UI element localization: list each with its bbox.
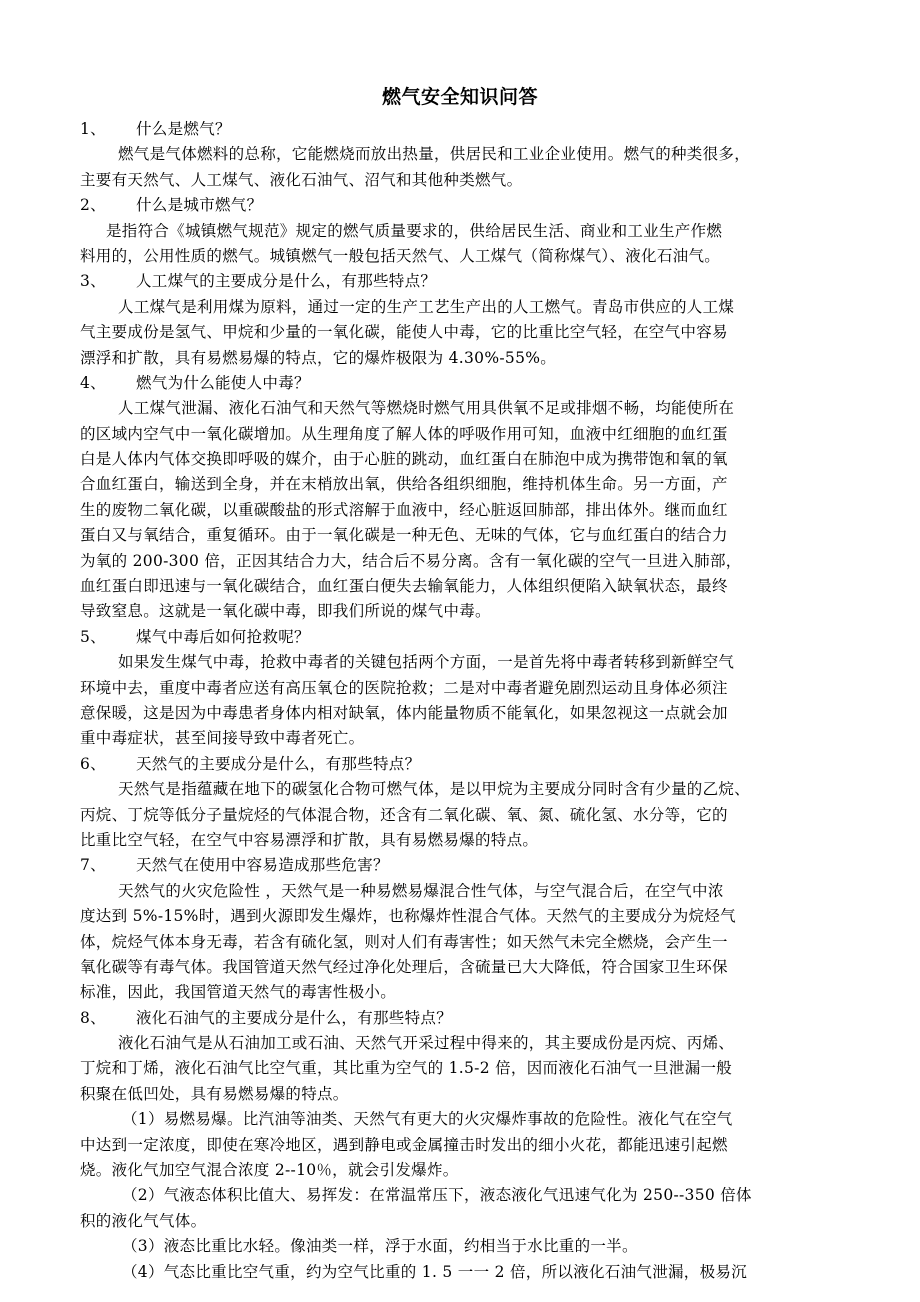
list-item-line: （3）液态比重比水轻。像油类一样，浮于水面，约相当于水比重的一半。 — [122, 1237, 638, 1256]
question-number: 4、 — [80, 373, 106, 392]
question-heading — [80, 371, 850, 396]
paragraph-line: 氧化碳等有毒气体。我国管道天然气经过净化处理后，含硫量已大大降低，符合国家卫生环保 — [80, 957, 728, 976]
paragraph-line: 主要有天然气、人工煤气、液化石油气、沼气和其他种类燃气。 — [80, 170, 523, 189]
paragraph-line: 生的废物二氧化碳，以重碳酸盐的形式溶解于血液中，经心脏返回肺部，排出体外。继而血红 — [80, 500, 728, 519]
paragraph-line: 气主要成份是氢气、甲烷和少量的一氧化碳，能使人中毒，它的比重比空气轻，在空气中容易 — [80, 323, 728, 342]
question-heading — [80, 193, 850, 218]
paragraph-line: 体，烷烃气体本身无毒，若含有硫化氢，则对人们有毒害性；如天然气未完全燃烧，会产生一 — [80, 932, 728, 951]
question-text: 天然气在使用中容易造成那些危害？ — [136, 856, 389, 875]
question-text: 燃气为什么能使人中毒？ — [136, 373, 310, 392]
paragraph-line: 料用的，公用性质的燃气。城镇燃气一般包括天然气、人工煤气（简称煤气）、液化石油气。 — [80, 246, 721, 265]
question-text: 人工煤气的主要成分是什么，有那些特点？ — [136, 272, 437, 291]
question-heading — [80, 625, 850, 650]
question-number: 1、 — [80, 120, 106, 138]
question-number: 8、 — [80, 1008, 106, 1027]
paragraph-line: 烧。液化气加空气混合浓度 2--10％，就会引发爆炸。 — [80, 1161, 459, 1180]
question-heading — [80, 1006, 850, 1031]
paragraph-line: 积聚在低凹处，具有易燃易爆的特点。 — [80, 1084, 349, 1103]
question-text: 什么是城市燃气？ — [136, 196, 263, 215]
paragraph-line: 丙烷、丁烷等低分子量烷烃的气体混合物，还含有二氧化碳、氧、氮、硫化氢、水分等，它的 — [80, 805, 728, 824]
list-item-line: （1）易燃易爆。比汽油等油类、天然气有更大的火灾爆炸事故的危险性。液化气在空气 — [122, 1110, 733, 1129]
paragraph-line: 天然气的火灾危险性 ，天然气是一种易燃易爆混合性气体，与空气混合后，在空气中浓 — [118, 881, 724, 900]
question-heading — [80, 752, 850, 777]
paragraph-line: 液化石油气是从石油加工或石油、天然气开采过程中得来的，其主要成份是丙烷、丙烯、 — [118, 1034, 735, 1053]
question-number: 5、 — [80, 627, 106, 646]
question-heading — [80, 853, 850, 878]
question-number: 3、 — [80, 272, 106, 291]
paragraph-line: 燃气是气体燃料的总称，它能燃烧而放出热量，供居民和工业企业使用。燃气的种类很多， — [118, 145, 751, 164]
question-text: 煤气中毒后如何抢救呢？ — [136, 627, 310, 646]
document-body — [80, 117, 850, 1285]
paragraph-line: 重中毒症状，甚至间接导致中毒者死亡。 — [80, 729, 365, 748]
paragraph-line: 为氧的 200-300 倍，正因其结合力大，结合后不易分离。含有一氧化碳的空气一旦进入肺部， — [80, 551, 742, 570]
question-number: 6、 — [80, 754, 106, 773]
list-item-line: （2）气液态体积比值大、易挥发：在常温常压下，液态液化气迅速气化为 250--350 倍体 — [122, 1186, 752, 1205]
paragraph-line: 丁烷和丁烯，液化石油气比空气重，其比重为空气的 1.5-2 倍，因而液化石油气一旦泄漏一般 — [80, 1059, 733, 1078]
question-text: 液化石油气的主要成分是什么，有那些特点？ — [136, 1008, 453, 1027]
paragraph-line: 导致窒息。这就是一氧化碳中毒，即我们所说的煤气中毒。 — [80, 602, 491, 621]
page-title: 燃气安全知识问答 — [381, 86, 538, 108]
paragraph-line: 天然气是指蕴藏在地下的碳氢化合物可燃气体，是以甲烷为主要成分同时含有少量的乙烷、 — [118, 780, 751, 799]
paragraph-line: 血红蛋白即迅速与一氧化碳结合，血红蛋白便失去输氧能力，人体组织便陷入缺氧状态，最终 — [80, 577, 728, 596]
question-heading — [80, 117, 850, 142]
question-heading — [80, 269, 850, 294]
question-number: 2、 — [80, 196, 106, 215]
paragraph-line: 标准，因此，我国管道天然气的毒害性极小。 — [80, 983, 397, 1002]
paragraph-line: 如果发生煤气中毒，抢救中毒者的关键包括两个方面，一是首先将中毒者转移到新鲜空气 — [118, 653, 735, 672]
list-item-line: （4）气态比重比空气重，约为空气比重的 1. 5 一一 2 倍，所以液化石油气泄漏，极易沉 — [122, 1262, 748, 1281]
paragraph-line: 是指符合《城镇燃气规范》规定的燃气质量要求的，供给居民生活、商业和工业生产作燃 — [106, 221, 723, 240]
paragraph-line: 蛋白又与氧结合，重复循环。由于一氧化碳是一种无色、无味的气体，它与血红蛋白的结合力 — [80, 526, 728, 545]
question-number: 7、 — [80, 856, 106, 875]
paragraph-line: 的区域内空气中一氧化碳增加。从生理角度了解人体的呼吸作用可知，血液中红细胞的血红蛋 — [80, 424, 728, 443]
question-text: 什么是燃气？ — [136, 120, 231, 138]
question-text: 天然气的主要成分是什么，有那些特点？ — [136, 754, 421, 773]
paragraph-line: 环境中去，重度中毒者应送有高压氧仓的医院抢救；二是对中毒者避免剧烈运动且身体必须注 — [80, 678, 728, 697]
paragraph-line: 人工煤气是利用煤为原料，通过一定的生产工艺生产出的人工燃气。青岛市供应的人工煤 — [118, 297, 735, 316]
paragraph-line: 中达到一定浓度，即使在寒冷地区，遇到静电或金属撞击时发出的细小火花，都能迅速引起燃 — [80, 1135, 728, 1154]
paragraph-line: 漂浮和扩散，具有易燃易爆的特点，它的爆炸极限为 4.30%-55%。 — [80, 348, 557, 367]
paragraph-line: 人工煤气泄漏、液化石油气和天然气等燃烧时燃气用具供氧不足或排烟不畅，均能使所在 — [118, 399, 735, 418]
paragraph-line: 合血红蛋白，输送到全身，并在末梢放出氧，供给各组织细胞，维持机体生命。另一方面，产 — [80, 475, 728, 494]
paragraph-line: 白是人体内气体交换即呼吸的媒介，由于心脏的跳动，血红蛋白在肺泡中成为携带饱和氧的氧 — [80, 450, 728, 469]
paragraph-line: 度达到 5%-15%时，遇到火源即发生爆炸，也称爆炸性混合气体。天然气的主要成分为烷烃气 — [80, 907, 736, 926]
paragraph-line: 比重比空气轻，在空气中容易漂浮和扩散，具有易燃易爆的特点。 — [80, 830, 539, 849]
paragraph-line: 积的液化气气体。 — [80, 1211, 207, 1230]
paragraph-line: 意保暖，这是因为中毒患者身体内相对缺氧，体内能量物质不能氧化，如果忽视这一点就会加 — [80, 703, 728, 722]
